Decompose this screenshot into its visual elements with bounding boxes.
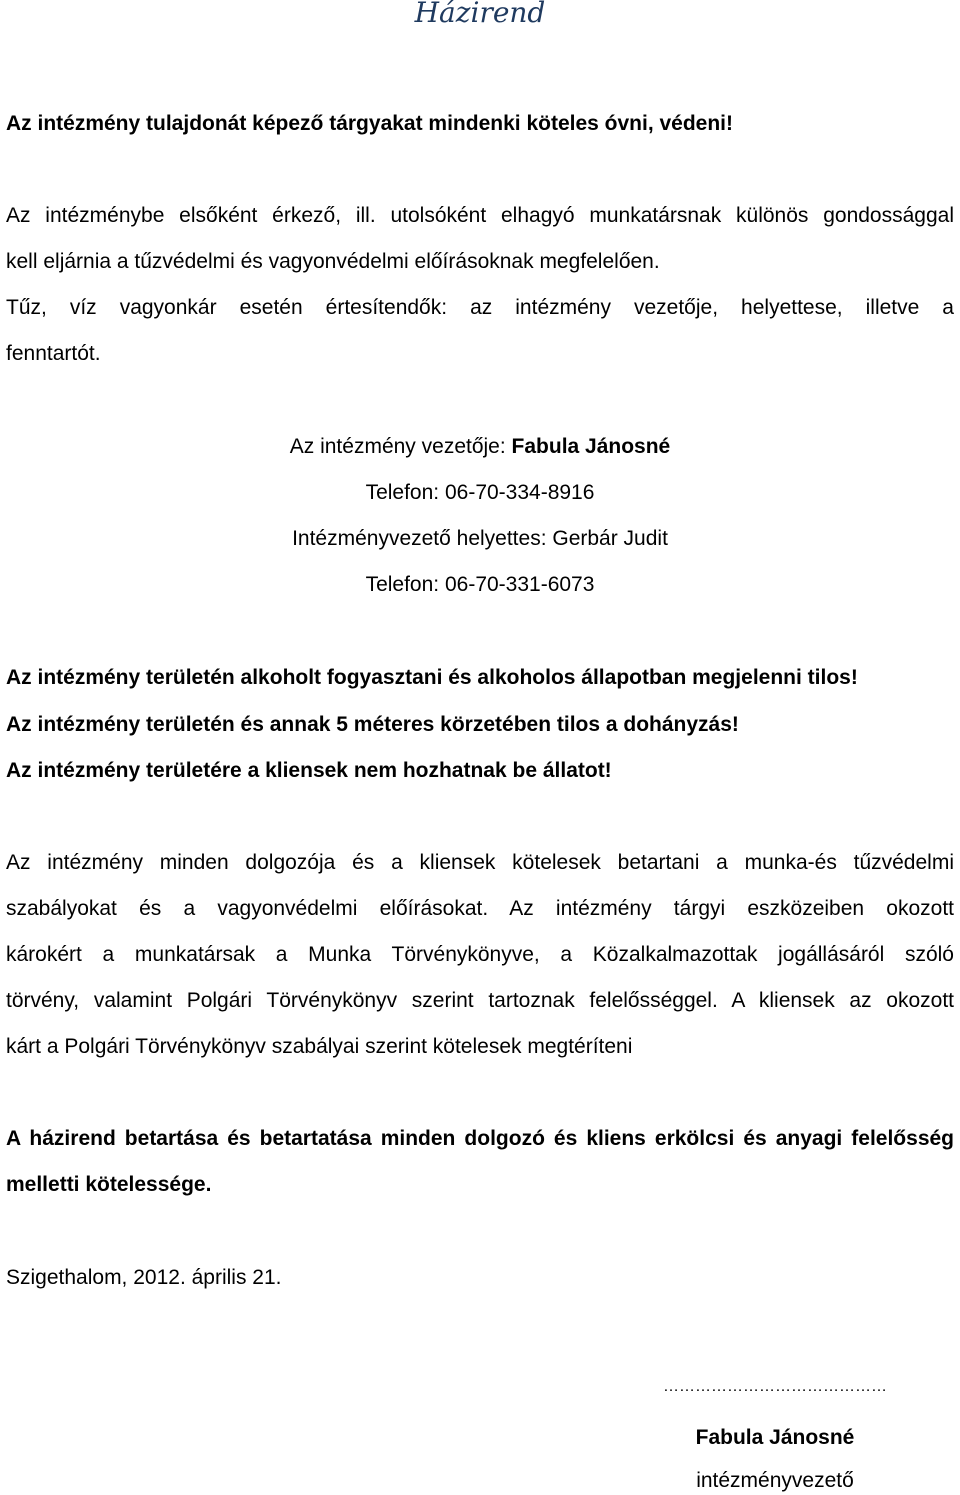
- responsibility-line-2: szabályokat és a vagyonvédelmi előírásokat. Az intézmény tárgyi eszközeiben okozott: [6, 897, 954, 920]
- signature-dots: ……………………………………: [663, 1378, 887, 1395]
- property-protection-notice: Az intézmény tulajdonát képező tárgyakat mindenki köteles óvni, védeni!: [6, 112, 734, 135]
- first-last-arrival-line-2: kell eljárnia a tűzvédelmi és vagyonvédelmi előírásoknak megfelelően.: [6, 250, 660, 273]
- first-last-arrival-line-1: Az intézménybe elsőként érkező, ill. utolsóként elhagyó munkatársnak különös gondossággal: [6, 204, 954, 227]
- responsibility-line-5: kárt a Polgári Törvénykönyv szabályai szerint kötelesek megtéríteni: [6, 1035, 633, 1058]
- responsibility-line-3: károkért a munkatársak a Munka Törvénykönyve, a Közalkalmazottak jogállásáról szóló: [6, 943, 954, 966]
- obligation-line-2: melletti kötelessége.: [6, 1173, 212, 1196]
- deputy-line: Intézményvezető helyettes: Gerbár Judit: [292, 527, 668, 550]
- responsibility-line-4: törvény, valamint Polgári Törvénykönyv szerint tartoznak felelősséggel. A kliensek az okozott: [6, 989, 954, 1012]
- damage-notify-line-1: Tűz, víz vagyonkár esetén értesítendők: az intézmény vezetője, helyettese, illetve a: [6, 296, 954, 319]
- leader-label: Az intézmény vezetője:: [289, 435, 512, 458]
- signature-role: intézményvezető: [696, 1469, 854, 1492]
- rule-smoking: Az intézmény területén és annak 5 méteres körzetében tilos a dohányzás!: [6, 713, 739, 736]
- rule-animals: Az intézmény területére a kliensek nem hozhatnak be állatot!: [6, 759, 612, 782]
- rule-alcohol: Az intézmény területén alkoholt fogyasztani és alkoholos állapotban megjelenni tilos!: [6, 666, 858, 689]
- signature-name: Fabula Jánosné: [695, 1426, 855, 1449]
- leader-name: Fabula Jánosné: [511, 435, 671, 458]
- document-title: Házirend: [414, 0, 546, 29]
- leader-line: [0, 433, 960, 461]
- deputy-phone: Telefon: 06-70-331-6073: [365, 573, 595, 596]
- place-date: Szigethalom, 2012. április 21.: [6, 1266, 282, 1289]
- leader-phone: Telefon: 06-70-334-8916: [365, 481, 595, 504]
- damage-notify-line-2: fenntartót.: [6, 342, 101, 365]
- responsibility-line-1: Az intézmény minden dolgozója és a kliensek kötelesek betartani a munka-és tűzvédelmi: [6, 851, 954, 874]
- obligation-line-1: A házirend betartása és betartatása minden dolgozó és kliens erkölcsi és anyagi felelősség: [6, 1127, 954, 1150]
